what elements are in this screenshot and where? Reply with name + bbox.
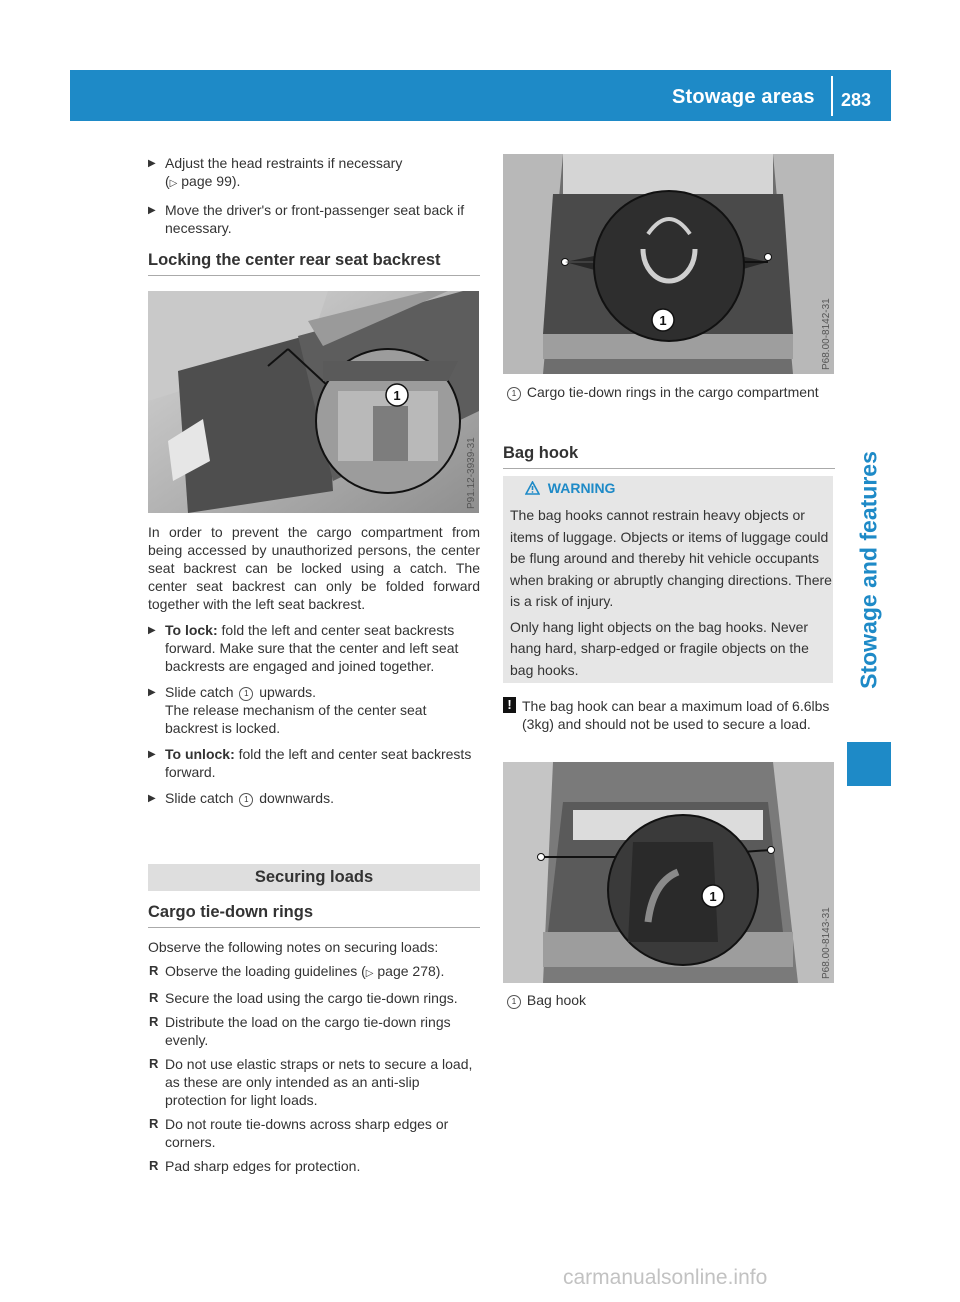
- list-item: R Pad sharp edges for protection.: [148, 1157, 480, 1175]
- caption-cargo-rings: 1 Cargo tie-down rings in the cargo compartment: [505, 383, 835, 401]
- side-tab-block: [847, 742, 891, 786]
- section-securing-loads: Securing loads: [148, 864, 480, 891]
- side-tab: [847, 420, 891, 720]
- header-divider: [831, 76, 833, 116]
- left-column-top: [148, 154, 480, 276]
- note-exclamation-icon: !: [503, 697, 516, 713]
- step-to-lock: ▶ To lock: fold the left and center seat backrests forward. Make sure that the center and left seat backrests are engaged and joined together.: [148, 621, 480, 675]
- bag-hook-illustration: [503, 762, 834, 983]
- seat-catch-illustration: [148, 291, 479, 513]
- cargo-rings-illustration: [503, 154, 834, 374]
- figure3-code: P68.00-8143-31: [821, 907, 832, 979]
- left-column-body: [148, 523, 480, 815]
- heading-bag-hook-wrap: [503, 444, 835, 469]
- figure-cargo-tie-down-rings: [503, 154, 834, 374]
- paragraph-locking: In order to prevent the cargo compartment from being accessed by unauthorized persons, the center seat backrest can be locked using a catch. The center seat backrest can only be folded forward together with the left seat backrest.: [148, 524, 480, 612]
- figure1-callout: 1: [393, 388, 401, 403]
- callout-icon: 1: [239, 687, 253, 701]
- warning-paragraph: The bag hooks cannot restrain heavy objects or items of luggage. Objects or items of luggage could be flung around and thereby hit vehicle occupants when braking or abruptly changing directions. There is a risk of injury.: [510, 507, 832, 609]
- figure2-callout: 1: [659, 313, 667, 328]
- page-ref-link[interactable]: page 278).: [377, 963, 445, 979]
- step-move-seat: ▶ Move the driver's or front-passenger seat back if necessary.: [148, 201, 465, 237]
- step-slide-catch-down: ▶ Slide catch 1 downwards.: [148, 789, 480, 807]
- figure3-callout: 1: [709, 889, 717, 904]
- heading-locking: Locking the center rear seat backrest: [148, 251, 480, 276]
- note-bag-hook-load: ! The bag hook can bear a maximum load of 6.6lbs (3kg) and should not be used to secure a load.: [503, 697, 835, 733]
- paragraph-notes: Observe the following notes on securing loads:: [148, 939, 439, 955]
- list-item: R Secure the load using the cargo tie-down rings.: [148, 989, 480, 1007]
- list-item: R Distribute the load on the cargo tie-down rings evenly.: [148, 1013, 480, 1049]
- heading-cargo-tie-down: Cargo tie-down rings: [148, 903, 480, 928]
- figure-bag-hook: [503, 762, 834, 983]
- figure-center-seat-catch: [148, 291, 479, 513]
- callout-icon: 1: [507, 387, 521, 401]
- callout-icon: 1: [507, 995, 521, 1009]
- step-slide-catch-up: ▶ Slide catch 1 upwards. The release mechanism of the center seat backrest is locked.: [148, 683, 480, 737]
- page-ref-arrow-icon: ▷: [169, 178, 178, 189]
- step-to-unlock: ▶ To unlock: fold the left and center seat backrests forward.: [148, 745, 480, 781]
- step-adjust-head-restraints: ▶ Adjust the head restraints if necessary (▷ page 99).: [148, 154, 480, 193]
- page-number: 283: [841, 90, 872, 110]
- warning-heading: WARNING: [525, 480, 615, 496]
- figure2-code: P68.00-8142-31: [821, 298, 832, 370]
- list-item: R Do not route tie-downs across sharp edges or corners.: [148, 1115, 480, 1151]
- list-item: R Observe the loading guidelines (▷ page 278).: [148, 962, 480, 983]
- warning-paragraph: Only hang light objects on the bag hooks. Never hang hard, sharp-edged or fragile objects on the bag hooks.: [510, 618, 809, 678]
- warning-triangle-icon: [525, 481, 540, 495]
- heading-bag-hook: Bag hook: [503, 444, 835, 469]
- page-title: Stowage areas: [672, 86, 815, 108]
- caption-bag-hook: 1 Bag hook: [505, 991, 835, 1009]
- footer-watermark[interactable]: carmanualsonline.info: [563, 1266, 768, 1289]
- list-item: R Do not use elastic straps or nets to secure a load, as these are only intended as an anti-slip protection for light loads.: [148, 1055, 480, 1109]
- page-ref-arrow-icon: ▷: [365, 968, 374, 979]
- warning-text: [510, 505, 832, 685]
- page-ref-link[interactable]: page 99: [181, 173, 232, 189]
- figure1-code: P91.12-3939-31: [466, 437, 477, 509]
- callout-icon: 1: [239, 793, 253, 807]
- side-tab-label: Stowage and features: [855, 451, 882, 689]
- left-column-securing: [148, 864, 480, 1181]
